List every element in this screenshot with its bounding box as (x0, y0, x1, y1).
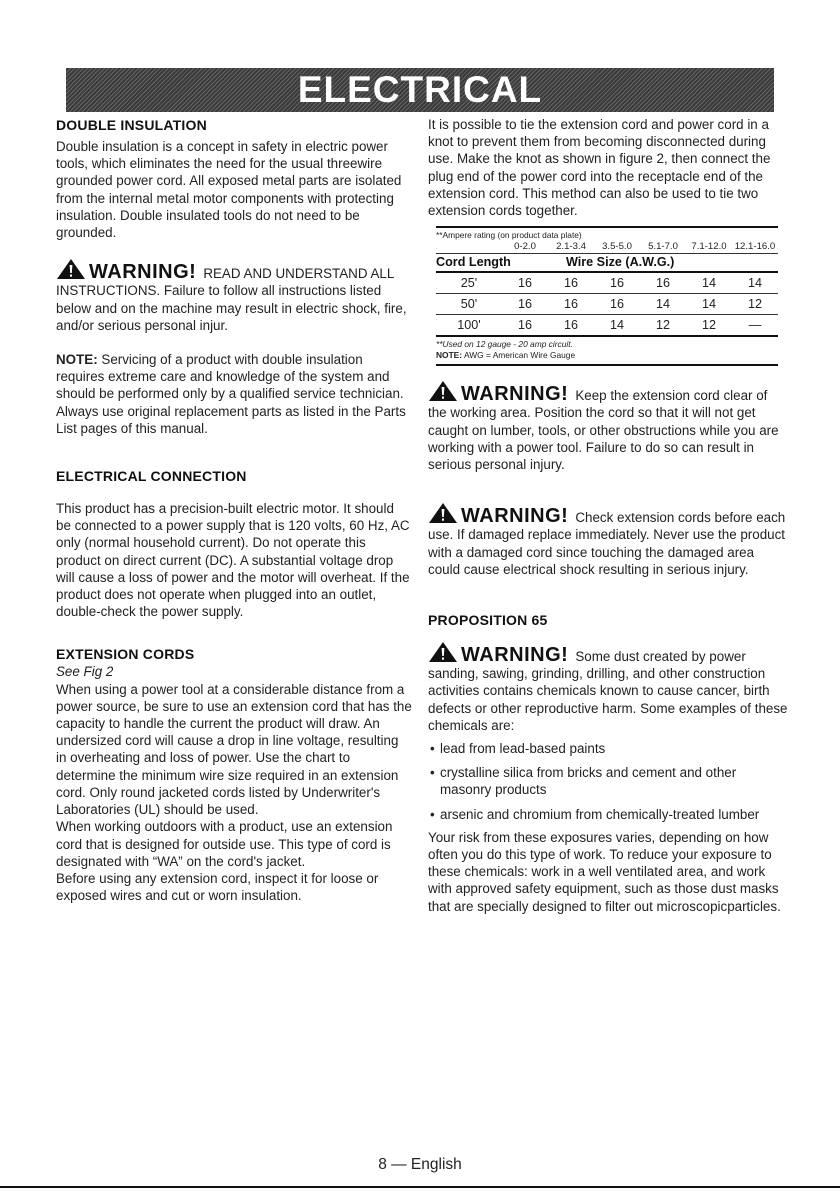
section-title: ELECTRICAL (297, 69, 543, 110)
electrical-connection-text: This product has a precision-built electric motor. It should be connected to a power supply that is 120 volts, 60 Hz, AC only (normal household current). Do not operate this product on direct current (DC). A substantial voltage drop will cause a loss of power and the motor will overheat. If the product does not operate when plugged into an outlet, double-check the power supply. (56, 501, 410, 620)
list-item: • arsenic and chromium from chemically-treated lumber (430, 806, 760, 822)
wire-size-cell: 12 (655, 318, 670, 333)
wire-size-cell: 12 (747, 297, 762, 312)
warning-label: WARNING! (461, 505, 569, 528)
cord-length-cell: 50' (460, 297, 478, 312)
ampere-caption: **Ampere rating (on product data plate) (436, 230, 582, 241)
table-top-rule (436, 226, 778, 228)
wire-size-cell: 16 (563, 318, 578, 333)
wire-size-cell: 14 (701, 276, 716, 291)
table-header-row (436, 254, 778, 271)
wire-size-cell: 14 (701, 297, 716, 312)
list-item: • crystalline silica from bricks and cement and other masonry products (430, 765, 737, 798)
ampere-range: 12.1-16.0 (734, 241, 776, 253)
section-banner (66, 68, 774, 112)
wire-size-cell: 14 (747, 276, 762, 291)
page-bottom-rule (0, 1186, 840, 1188)
table-note-label: NOTE: (436, 350, 463, 361)
double-insulation-text: Double insulation is a concept in safety in electric power tools, which eliminates the need for the usual threewire grounded power cord. All exposed metal parts are isolated from the internal metal motor components with protecting insulation. Double insulated tools do not need to be grounded. (56, 139, 402, 241)
wire-size-cell: 14 (655, 297, 670, 312)
table-bottom-rule (436, 364, 778, 366)
chemical-list (428, 740, 788, 823)
extension-cords-heading: EXTENSION CORDS (56, 646, 195, 663)
list-item: • lead from lead-based paints (430, 741, 606, 757)
table-row (436, 315, 778, 335)
wire-size-cell: 16 (517, 318, 532, 333)
extension-cords-outdoor-text: When working outdoors with a product, use an extension cord that is designed for outside use. This type of cord is designated with “WA” on the cord's jacket. (56, 819, 393, 869)
ampere-range: 2.1-3.4 (556, 241, 586, 253)
warning-triangle-icon (428, 502, 458, 524)
warning-triangle-icon (56, 258, 86, 280)
exposure-risk-text: Your risk from these exposures varies, depending on how often you do this type of work. To reduce your exposure to these chemicals: work in a well ventilated area, and work with approved safety equipment, such as those dust masks that are specially designed to filter out microscopicparticles. (428, 829, 781, 914)
warning-check-block (428, 502, 788, 578)
left-column (56, 116, 412, 904)
warning-triangle-icon (428, 641, 458, 663)
proposition-65-heading: PROPOSITION 65 (428, 612, 548, 629)
table-rule (436, 335, 778, 337)
cord-length-cell: 25' (460, 276, 478, 291)
knot-instructions-text: It is possible to tie the extension cord and power cord in a knot to prevent them from becoming disconnected during use. Make the knot as shown in figure 2, then connect the plug end of the power cord into the receptacle end of the extension cord. This method can also be used to tie two extension cords together. (428, 117, 771, 219)
note-block (56, 351, 412, 437)
wire-size-cell: 16 (609, 276, 624, 291)
ampere-range: 3.5-5.0 (602, 241, 632, 253)
double-insulation-heading: DOUBLE INSULATION (56, 117, 207, 133)
cord-length-header: Cord Length (436, 255, 511, 270)
wire-size-cell: 12 (701, 318, 716, 333)
wire-size-cell: 16 (517, 297, 532, 312)
cord-length-cell: 100' (457, 318, 481, 333)
warning-label: WARNING! (461, 383, 569, 406)
wire-size-cell: 14 (609, 318, 624, 333)
warning-read-text: READ AND UNDERSTAND ALL INSTRUCTIONS. Failure to follow all instructions listed below and on the machine may result in electric shock, fire, and/or serious personal injur. (56, 266, 407, 333)
see-fig-reference: See Fig 2 (56, 664, 114, 680)
table-note-text: AWG = American Wire Gauge (463, 350, 576, 361)
warning-triangle-icon (428, 380, 458, 402)
warning-label: WARNING! (461, 644, 569, 667)
page-footer: 8 — English (378, 1156, 462, 1173)
electrical-connection-heading: ELECTRICAL CONNECTION (56, 468, 247, 485)
ampere-range: 7.1-12.0 (691, 241, 727, 253)
right-column (428, 116, 788, 915)
note-text: Servicing of a product with double insulation requires extreme care and knowledge of the system and should be performed only by a qualified service technician. Always use original replacement parts as listed in the Parts List pages of this manual. (56, 352, 406, 436)
wire-size-cell: 16 (655, 276, 670, 291)
wire-size-header: Wire Size (A.W.G.) (566, 255, 675, 270)
extension-cords-text: When using a power tool at a considerable distance from a power source, be sure to use an extension cord that has the capacity to handle the current the product will draw. An undersized cord will cause a drop in line voltage, resulting in overheating and loss of power. Use the chart to determine the minimum wire size required in an extension cord. Only round jacketed cords listed by Underwriter's Laboratories (UL) should be used. (56, 681, 412, 818)
table-row (436, 294, 778, 314)
warning-label: WARNING! (89, 261, 197, 284)
wire-size-cell: 16 (563, 276, 578, 291)
table-row (436, 273, 778, 293)
ampere-range: 0-2.0 (514, 241, 536, 253)
note-label: NOTE: (56, 352, 98, 368)
warning-read-block (56, 258, 412, 334)
wire-size-cell: — (748, 318, 762, 333)
extension-cords-inspect-text: Before using any extension cord, inspect it for loose or exposed wires and cut or worn insulation. (56, 870, 379, 904)
table-footnote: **Used on 12 gauge - 20 amp circuit. (436, 339, 573, 350)
wire-size-cell: 16 (517, 276, 532, 291)
wire-size-cell: 16 (563, 297, 578, 312)
warning-check-text: Check extension cords before each use. If damaged replace immediately. Never use the product with a damaged cord since touching the damaged area could cause electrical shock resulting in serious injury. (428, 510, 786, 577)
warning-clear-text: Keep the extension cord clear of the working area. Position the cord so that it will not get caught on lumber, tools, or other obstructions while you are working with a power tool. Failure to do so can result in serious personal injury. (428, 388, 779, 473)
wire-size-cell: 16 (609, 297, 624, 312)
extension-cord-table (436, 226, 778, 366)
warning-proposition-block (428, 641, 788, 734)
table-note (436, 350, 778, 361)
ampere-range: 5.1-7.0 (648, 241, 678, 253)
proposition-warning-text: Some dust created by power sanding, sawing, grinding, drilling, and other construction activities contains chemicals known to cause cancer, birth defects or other reproductive harm. Some examples of these chemicals are: (428, 649, 788, 733)
ampere-ranges-row (436, 241, 778, 253)
warning-clear-block (428, 380, 788, 473)
